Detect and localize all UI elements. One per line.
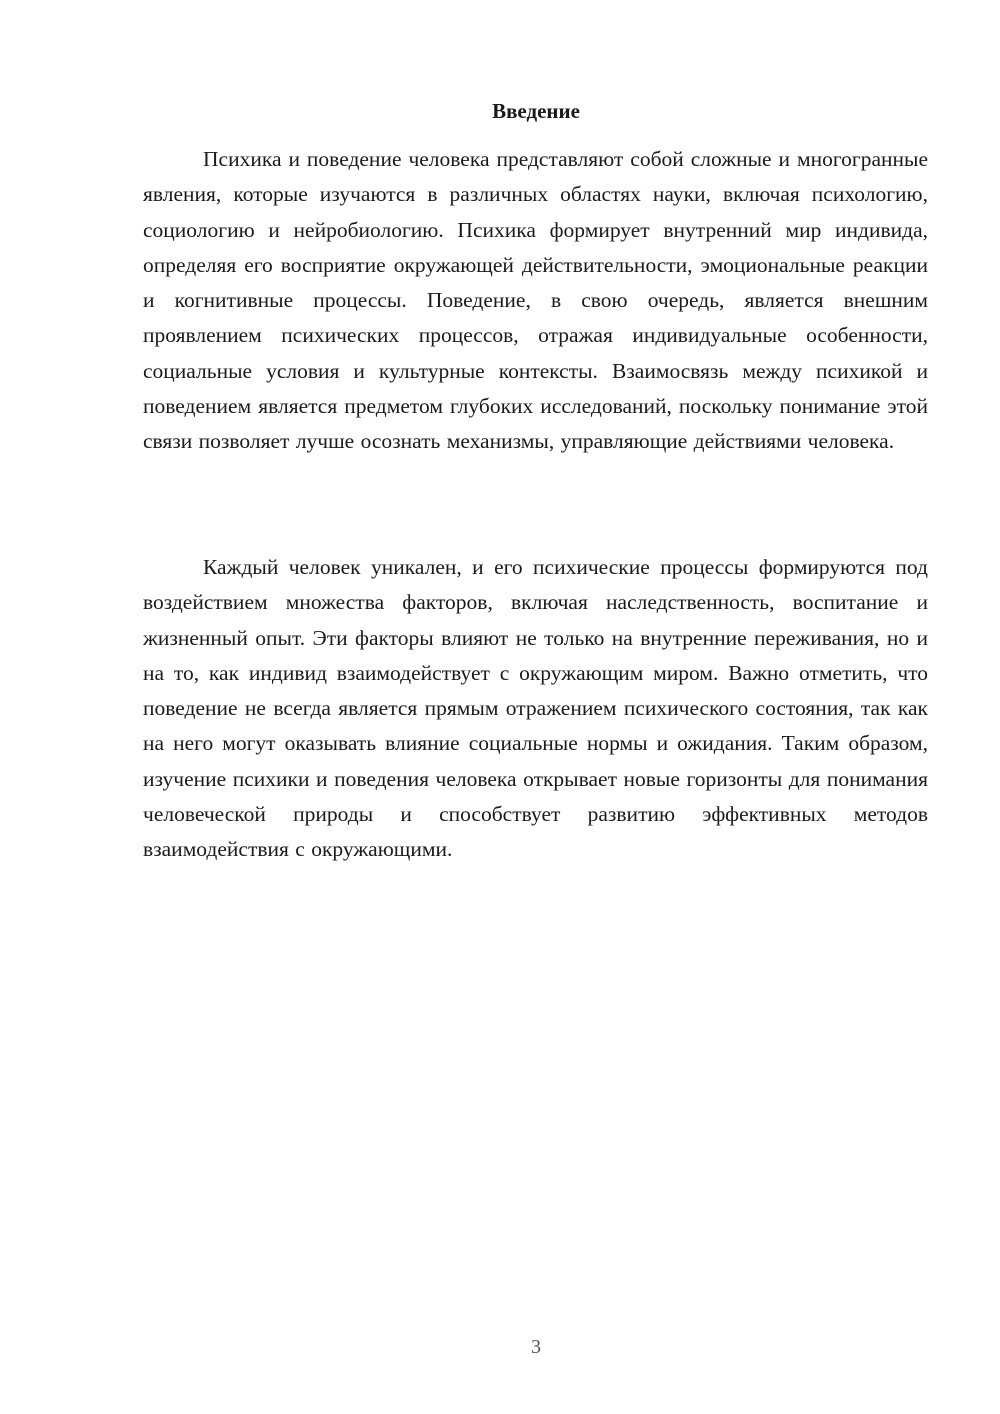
paragraph-1: Психика и поведение человека представляют собой сложные и многогранные явления, которые изучаются в различных областях науки, включая психологию, социологию и нейробиологию. Психика формирует внутренний мир индивида, определяя его восприятие окружающей действительности, эмоциональные реакции и когнитивные процессы. Поведение, в свою очередь, является внешним проявлением психических процессов, отражая индивидуальные особенности, социальные условия и культурные контексты. Взаимосвязь между психикой и поведением является предметом глубоких исследований, поскольку понимание этой связи позволяет лучше осознать механизмы, управляющие действиями человека. [143, 147, 928, 454]
page-number: 3 [531, 1336, 541, 1358]
page-title: Введение [492, 99, 580, 123]
paragraph-2: Каждый человек уникален, и его психические процессы формируются под воздействием множества факторов, включая наследственность, воспитание и жизненный опыт. Эти факторы влияют не только на внутренние переживания, но и на то, как индивид взаимодействует с окружающим миром. Важно отметить, что поведение не всегда является прямым отражением психического состояния, так как на него могут оказывать влияние социальные нормы и ожидания. Таким образом, изучение психики и поведения человека открывает новые горизонты для понимания человеческой природы и способствует развитию эффективных методов взаимодействия с окружающими. [143, 555, 928, 862]
